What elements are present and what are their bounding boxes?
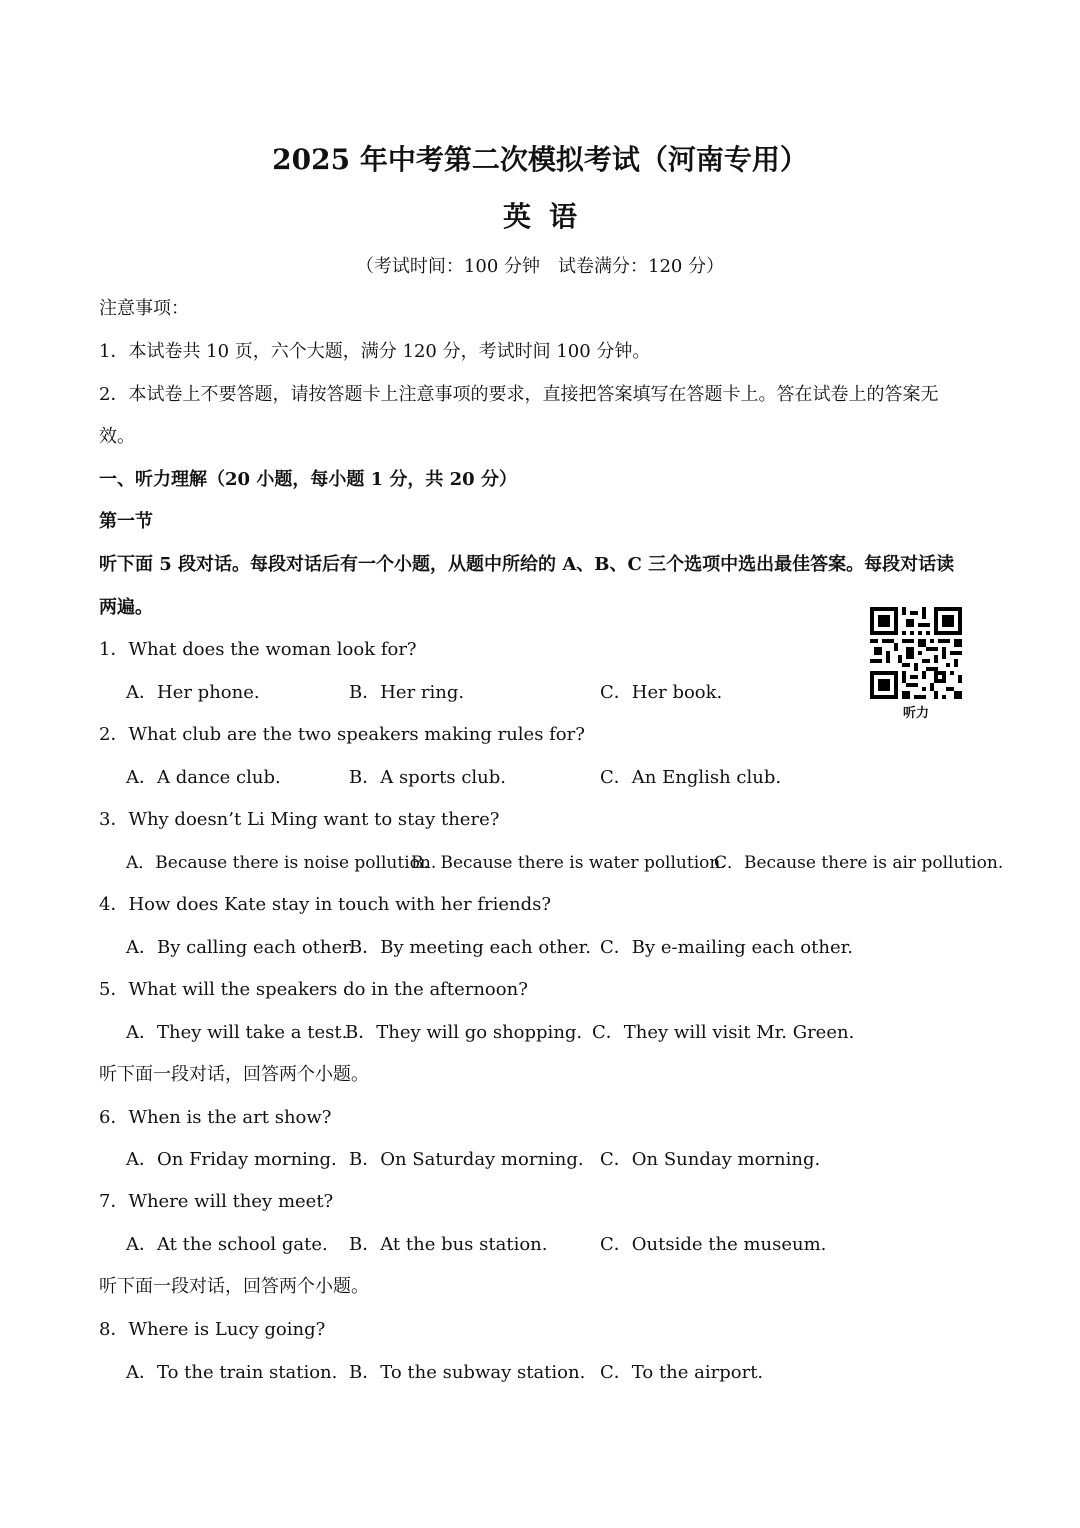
note-item-2-line-1: 2．本试卷上不要答题，请按答题卡上注意事项的要求，直接把答案填写在答题卡上。答在试卷上的答案无 xyxy=(99,384,939,405)
question-2-option-a[interactable]: A．A dance club. xyxy=(126,767,281,788)
qr-label: 听力 xyxy=(902,706,929,721)
question-2-option-c[interactable]: C．An English club. xyxy=(600,767,782,788)
question-3-option-a[interactable]: A．Because there is noise pollution. xyxy=(126,853,437,873)
question-4-option-c[interactable]: C．By e-mailing each other. xyxy=(600,937,853,958)
note-item-1: 1．本试卷共 10 页，六个大题，满分 120 分，考试时间 100 分钟。 xyxy=(99,341,651,362)
question-2: 2．What club are the two speakers making rules for? xyxy=(99,724,585,745)
question-5-option-a[interactable]: A．They will take a test. xyxy=(126,1022,348,1043)
question-1-option-a[interactable]: A．Her phone. xyxy=(126,682,260,703)
question-3-option-c[interactable]: C．Because there is air pollution. xyxy=(714,853,1004,873)
question-1-option-b[interactable]: B．Her ring. xyxy=(349,682,465,703)
listening-qr-code[interactable] xyxy=(870,607,962,699)
question-7-option-a[interactable]: A．At the school gate. xyxy=(126,1234,328,1255)
subject-title: 英语 xyxy=(502,200,595,233)
part-heading: 第一节 xyxy=(99,511,153,532)
exam-info: （考试时间：100 分钟 试卷满分：120 分） xyxy=(355,256,725,277)
question-8-option-b[interactable]: B．To the subway station. xyxy=(349,1362,586,1383)
question-7-option-b[interactable]: B．At the bus station. xyxy=(349,1234,548,1255)
exam-title: 2025 年中考第二次模拟考试（河南专用） xyxy=(272,143,808,176)
question-6: 6．When is the art show? xyxy=(99,1107,332,1128)
question-6-option-b[interactable]: B．On Saturday morning. xyxy=(349,1149,584,1170)
question-4-option-b[interactable]: B．By meeting each other. xyxy=(349,937,591,958)
question-3-option-b[interactable]: B．Because there is water pollution. xyxy=(411,853,726,873)
question-6-option-a[interactable]: A．On Friday morning. xyxy=(126,1149,337,1170)
question-5: 5．What will the speakers do in the afternoon? xyxy=(99,979,528,1000)
group-instruction-2: 听下面一段对话，回答两个小题。 xyxy=(99,1276,369,1297)
question-8-option-c[interactable]: C．To the airport. xyxy=(600,1362,764,1383)
question-3: 3．Why doesn’t Li Ming want to stay there? xyxy=(99,809,500,830)
question-8-option-a[interactable]: A．To the train station. xyxy=(126,1362,338,1383)
question-5-option-c[interactable]: C．They will visit Mr. Green. xyxy=(592,1022,855,1043)
question-7-option-c[interactable]: C．Outside the museum. xyxy=(600,1234,827,1255)
section-heading: 一、听力理解（20 小题，每小题 1 分，共 20 分） xyxy=(99,469,517,490)
question-7: 7．Where will they meet? xyxy=(99,1191,334,1212)
question-1: 1．What does the woman look for? xyxy=(99,639,417,660)
question-5-option-b[interactable]: B．They will go shopping. xyxy=(345,1022,583,1043)
group-instruction-1: 听下面一段对话，回答两个小题。 xyxy=(99,1064,369,1085)
question-6-option-c[interactable]: C．On Sunday morning. xyxy=(600,1149,821,1170)
question-1-option-c[interactable]: C．Her book. xyxy=(600,682,723,703)
question-4-option-a[interactable]: A．By calling each other. xyxy=(126,937,355,958)
notes-heading: 注意事项： xyxy=(99,298,189,319)
instruction-line-2: 两遍。 xyxy=(99,597,153,618)
question-4: 4．How does Kate stay in touch with her friends? xyxy=(99,894,552,915)
question-8: 8．Where is Lucy going? xyxy=(99,1319,326,1340)
note-item-2-line-2: 效。 xyxy=(99,426,135,447)
question-2-option-b[interactable]: B．A sports club. xyxy=(349,767,507,788)
instruction-line-1: 听下面 5 段对话。每段对话后有一个小题，从题中所给的 A、B、C 三个选项中选出最佳答案。每段对话读 xyxy=(99,554,955,575)
